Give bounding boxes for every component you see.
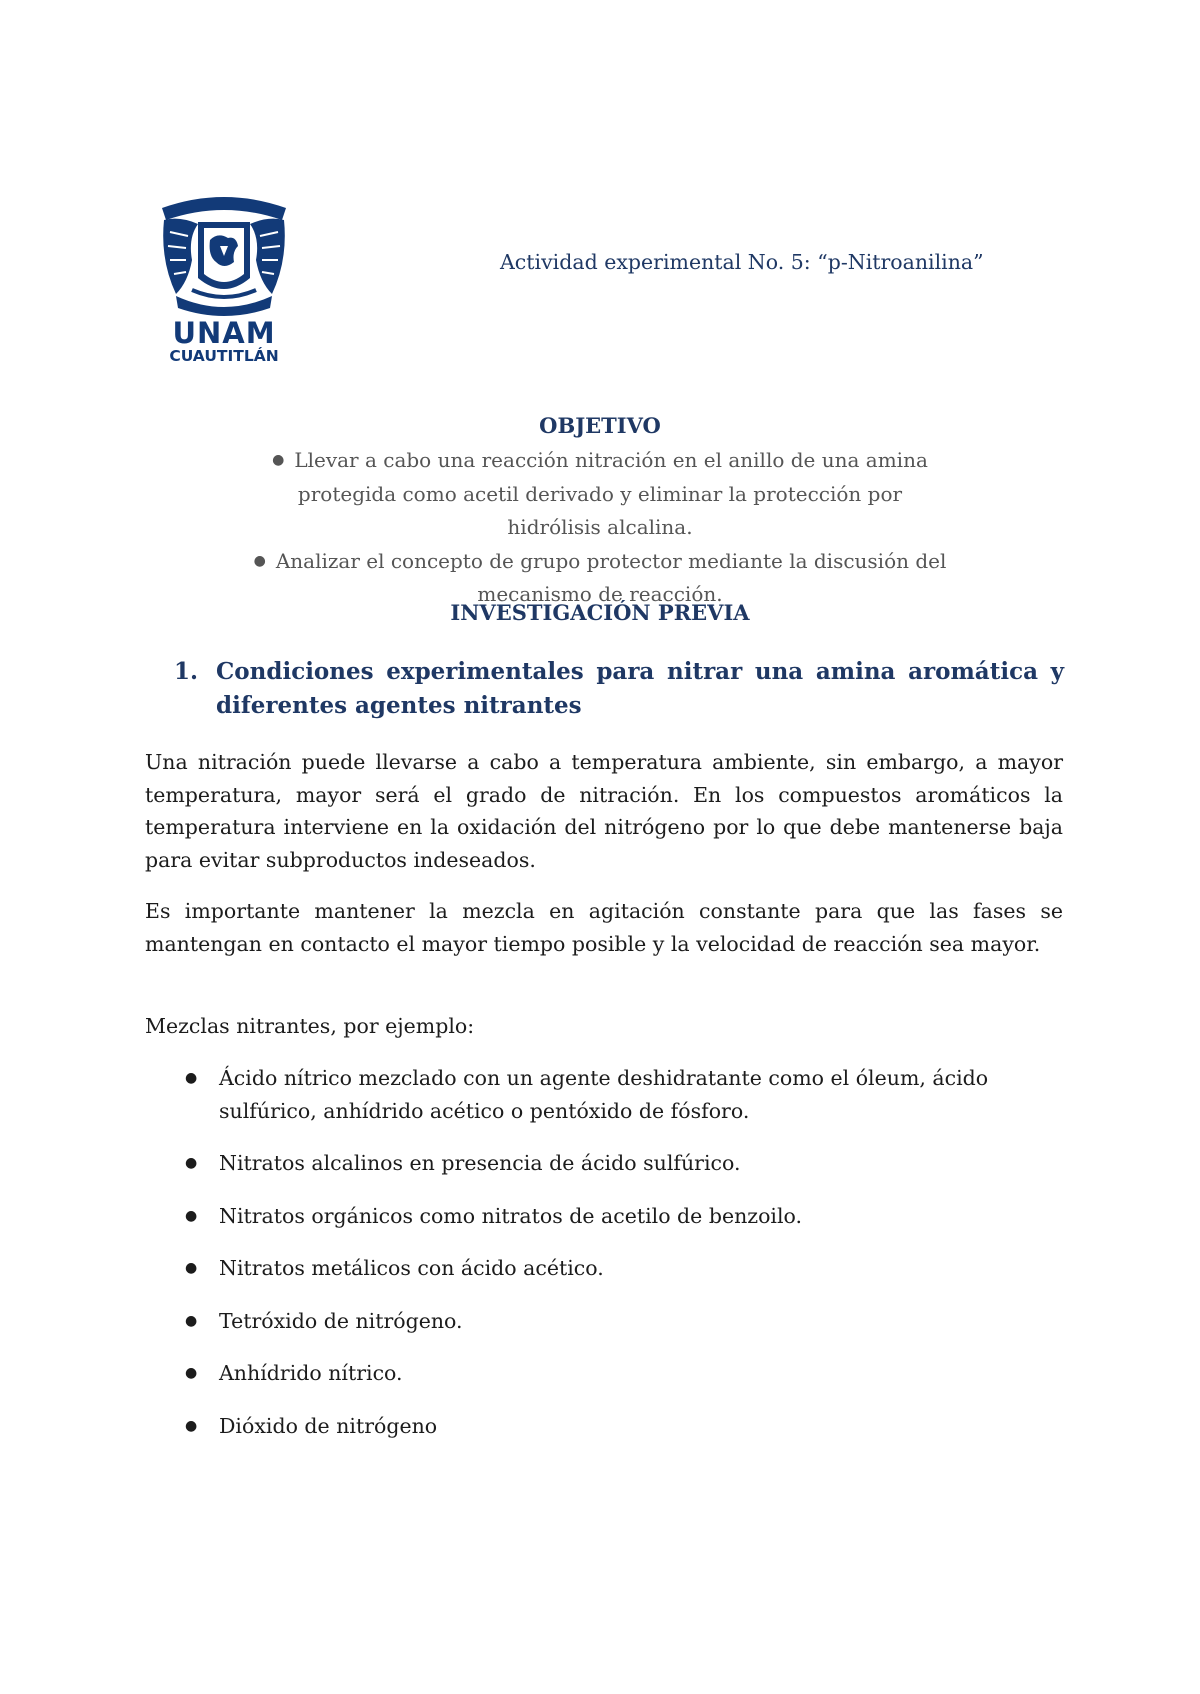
mezcla-item	[145, 1252, 1063, 1285]
objetivo-heading: OBJETIVO	[539, 413, 661, 438]
mezclas-list	[145, 1062, 1063, 1462]
unam-logo	[158, 190, 290, 366]
bullet-icon: ●	[253, 552, 266, 569]
mezcla-item	[145, 1147, 1063, 1180]
document-title: Actividad experimental No. 5: “p-Nitroanilina”	[500, 250, 984, 274]
bullet-icon: ●	[185, 1155, 198, 1171]
mezcla-item-text: Tetróxido de nitrógeno.	[219, 1308, 463, 1333]
objetivo-item	[140, 444, 1060, 545]
mezcla-item-text: Nitratos metálicos con ácido acético.	[219, 1256, 604, 1280]
paragraph-mezclas-intro: Mezclas nitrantes, por ejemplo:	[145, 1014, 475, 1038]
objetivo-item-text: Llevar a cabo una reacción nitración en el anillo de una amina protegida como acetil derivado y eliminar la protección por hidrólisis alcalina.	[294, 448, 928, 539]
objetivo-item-text: Analizar el concepto de grupo protector mediante la discusión del mecanismo de reacción.	[275, 548, 947, 606]
investigacion-heading: INVESTIGACIÓN PREVIA	[450, 600, 750, 625]
question-text: Condiciones experimentales para nitrar una amina aromática y diferentes agentes nitrantes	[216, 658, 1064, 719]
objetivo-list	[140, 444, 1060, 612]
question-number: 1.	[174, 658, 199, 685]
bullet-icon: ●	[185, 1260, 198, 1276]
unam-shield-logo-icon	[158, 190, 290, 320]
mezcla-item	[145, 1062, 1063, 1127]
mezcla-item	[145, 1410, 1063, 1443]
mezcla-item-text: Anhídrido nítrico.	[219, 1361, 403, 1385]
bullet-icon: ●	[185, 1365, 198, 1381]
bullet-icon: ●	[185, 1312, 198, 1329]
bullet-icon: ●	[272, 452, 285, 468]
mezcla-item	[145, 1200, 1063, 1233]
mezcla-item-text: Dióxido de nitrógeno	[219, 1413, 438, 1438]
bullet-icon: ●	[185, 1417, 198, 1434]
bullet-icon: ●	[185, 1070, 198, 1086]
mezcla-item	[145, 1357, 1063, 1390]
mezcla-item	[145, 1305, 1063, 1338]
paragraph-agitacion: Es importante mantener la mezcla en agitación constante para que las fases se mantengan en contacto el mayor tiempo posible y la velocidad de reacción sea mayor.	[145, 899, 1063, 956]
mezcla-item-text: Ácido nítrico mezclado con un agente deshidratante como el óleum, ácido sulfúrico, anhídrido acético o pentóxido de fósforo.	[219, 1066, 989, 1123]
bullet-icon: ●	[185, 1207, 198, 1224]
logo-unam-text: UNAM	[172, 316, 276, 350]
mezcla-item-text: Nitratos alcalinos en presencia de ácido sulfúrico.	[219, 1151, 741, 1175]
mezcla-item-text: Nitratos orgánicos como nitratos de acetilo de benzoilo.	[219, 1203, 803, 1228]
question-heading	[176, 655, 1064, 723]
paragraph-temperatura: Una nitración puede llevarse a cabo a temperatura ambiente, sin embargo, a mayor temperatura, mayor será el grado de nitración. En los compuestos aromáticos la temperatura interviene en la oxidación del nitrógeno por lo que debe mantenerse baja para evitar subproductos indeseados.	[145, 750, 1063, 872]
logo-campus-text: CUAUTITLÁN	[169, 347, 279, 365]
